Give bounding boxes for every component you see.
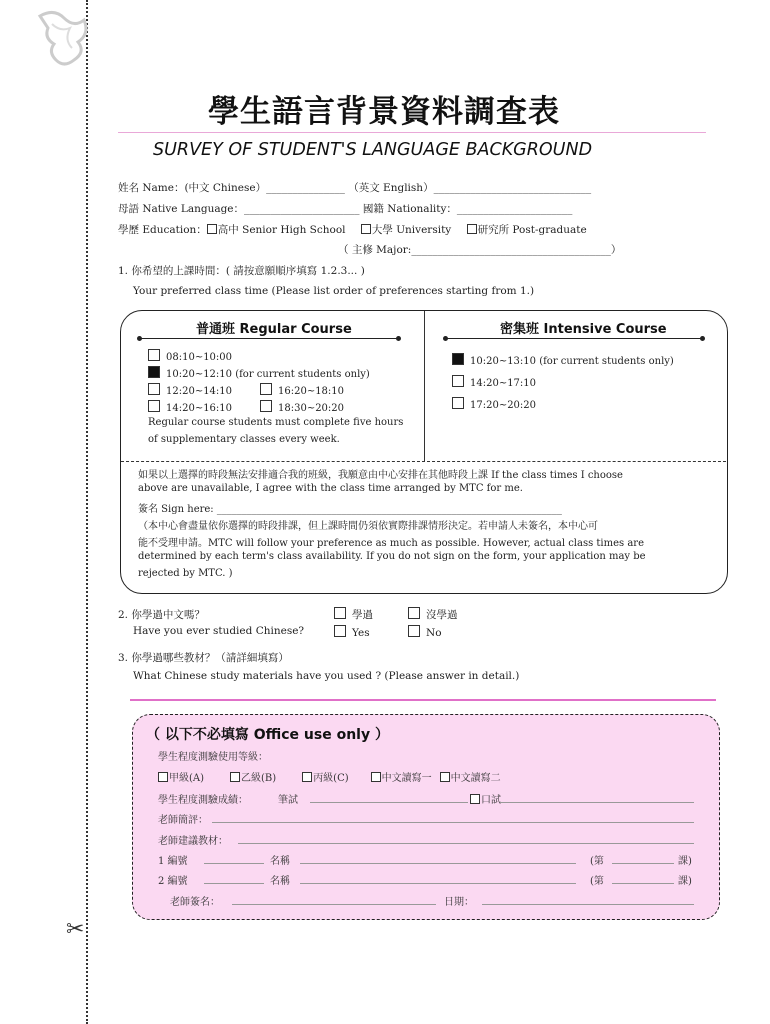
reading-writing-1-label: 中文讀寫一 — [381, 773, 432, 784]
intensive-slot-2[interactable]: 14:20~17:10 — [452, 375, 536, 389]
level-b-checkbox[interactable] — [230, 772, 240, 782]
office-teacher-sign-line[interactable] — [232, 904, 436, 905]
office-written-label: 筆試 — [278, 795, 298, 806]
edu-high-label: 高中 Senior High School — [217, 224, 346, 236]
regular-slot-1[interactable]: 08:10~10:00 — [148, 349, 232, 363]
office-row-2-number: 2 編號 — [158, 876, 188, 887]
office-material-line[interactable] — [238, 843, 694, 844]
agreement-line-1: 如果以上選擇的時段無法安排適合我的班級，我願意由中心安排在其他時段上課 If the class times I choose — [138, 470, 623, 481]
level-a-checkbox[interactable] — [158, 772, 168, 782]
q2-en: Have you ever studied Chinese? — [133, 625, 305, 637]
office-comment-line[interactable] — [212, 822, 694, 823]
intensive-slot-3[interactable]: 17:20~20:20 — [452, 397, 536, 411]
edu-university-checkbox[interactable] — [361, 224, 371, 234]
agreement-line-2: above are unavailable, I agree with the class time arranged by MTC for me. — [138, 483, 523, 494]
office-row-2-name: 名稱 — [270, 876, 290, 887]
q2-no-zh[interactable]: 沒學過 — [408, 607, 458, 622]
office-row-1-number: 1 編號 — [158, 856, 188, 867]
reading-writing-2-checkbox[interactable] — [440, 772, 450, 782]
name-field[interactable]: 姓名 Name：(中文 Chinese）_______________ （英文 English）______________________________ — [118, 182, 592, 194]
agreement-note-3: determined by each term's class availability. If you do not sign on the form, your application may be — [138, 551, 646, 562]
office-oral-line[interactable] — [500, 802, 694, 803]
education-row — [118, 222, 587, 237]
q2-no-en[interactable]: No — [408, 625, 442, 639]
level-c-label: 丙級(C) — [313, 773, 349, 784]
title-zh: 學生語言背景資料調查表 — [208, 94, 560, 130]
q1-en: Your preferred class time (Please list order of preferences starting from 1.) — [133, 285, 535, 297]
office-row-2-lesson-open: (第 — [590, 876, 604, 887]
office-row-2-number-line[interactable] — [204, 883, 264, 884]
sign-here-field[interactable]: 簽名 Sign here: _____________________________________________________________________ — [138, 504, 562, 515]
office-row-2-lesson-line[interactable] — [612, 883, 674, 884]
edu-postgrad-label: 研究所 Post-graduate — [477, 224, 587, 236]
office-written-line[interactable] — [310, 802, 468, 803]
office-oral: 口試 — [470, 791, 501, 806]
level-a-label: 甲級(A) — [169, 773, 205, 784]
title-rule — [118, 132, 706, 133]
scissors-icon: ✂ — [66, 917, 85, 942]
q3-answer-rule — [130, 699, 716, 701]
regular-slot-2[interactable]: 10:20~12:10 (for current students only) — [148, 366, 370, 380]
regular-slot-6[interactable]: 18:30~20:20 — [260, 400, 344, 414]
office-teacher-sign: 老師簽名： — [170, 897, 220, 908]
office-levels-row — [158, 769, 501, 784]
office-row-1-name: 名稱 — [270, 856, 290, 867]
regular-heading-rule — [140, 338, 398, 339]
office-use-box — [132, 714, 720, 920]
level-b-label: 乙級(B) — [241, 773, 277, 784]
regular-slot-5[interactable]: 14:20~16:10 — [148, 400, 232, 414]
reading-writing-1-checkbox[interactable] — [371, 772, 381, 782]
regular-note-2: of supplementary classes every week. — [148, 434, 340, 445]
left-dashed-margin — [86, 0, 88, 1024]
q2-yes-zh[interactable]: 學過 — [334, 607, 373, 622]
office-teacher-material: 老師建議教材： — [158, 836, 228, 847]
regular-note-1: Regular course students must complete five hours — [148, 417, 404, 428]
regular-slot-3[interactable]: 12:20~14:10 — [148, 383, 232, 397]
office-row-1-number-line[interactable] — [204, 863, 264, 864]
major-field[interactable]: （ 主修 Major:______________________________________） — [338, 244, 622, 256]
native-language-field[interactable]: 母語 Native Language：______________________ 國籍 Nationality：______________________ — [118, 203, 573, 215]
education-label: 學歷 Education： — [118, 224, 207, 236]
office-row-1-lesson-open: (第 — [590, 856, 604, 867]
office-date: 日期： — [444, 897, 474, 908]
edu-postgrad-checkbox[interactable] — [467, 224, 477, 234]
course-divider-vertical — [424, 311, 425, 462]
intensive-heading-rule — [446, 338, 702, 339]
q3-en: What Chinese study materials have you used ? (Please answer in detail.) — [133, 670, 520, 682]
office-teacher-comment: 老師簡評： — [158, 815, 208, 826]
agreement-note-2: 能不受理申請。MTC will follow your preference as much as possible. However, actual class times are — [138, 538, 644, 549]
intensive-heading: 密集班 Intensive Course — [500, 322, 667, 337]
intensive-slot-1[interactable]: 10:20~13:10 (for current students only) — [452, 353, 674, 367]
q2-yes-en[interactable]: Yes — [334, 625, 370, 639]
office-level-label: 學生程度測驗使用等級： — [158, 752, 268, 763]
office-heading: （ 以下不必填寫 Office use only ） — [146, 727, 389, 743]
q1-zh: 1. 你希望的上課時間：( 請按意願順序填寫 1.2.3... ) — [118, 265, 365, 277]
reading-writing-2-label: 中文讀寫二 — [450, 773, 501, 784]
course-divider-horizontal — [121, 461, 726, 462]
agreement-note-1: （本中心會盡量依你選擇的時段排課，但上課時間仍須依實際排課情形決定。若申請人未簽名，本中心可 — [138, 521, 598, 532]
level-c-checkbox[interactable] — [302, 772, 312, 782]
edu-university-label: 大學 University — [371, 224, 452, 236]
office-row-1-lesson-line[interactable] — [612, 863, 674, 864]
office-row-1-name-line[interactable] — [300, 863, 576, 864]
dragon-watermark-icon — [34, 6, 96, 76]
regular-slot-4[interactable]: 16:20~18:10 — [260, 383, 344, 397]
edu-high-checkbox[interactable] — [207, 224, 217, 234]
q2-zh: 2. 你學過中文嗎？ — [118, 609, 205, 621]
oral-checkbox[interactable] — [470, 794, 480, 804]
q3-zh: 3. 你學過哪些教材？（請詳細填寫） — [118, 652, 289, 664]
office-row-1-lesson-close: 課) — [678, 856, 692, 867]
agreement-note-4: rejected by MTC. ) — [138, 568, 233, 579]
office-date-line[interactable] — [482, 904, 694, 905]
title-en: SURVEY OF STUDENT'S LANGUAGE BACKGROUND — [153, 140, 593, 160]
office-row-2-lesson-close: 課) — [678, 876, 692, 887]
office-score-label: 學生程度測驗成績： — [158, 795, 248, 806]
regular-heading: 普通班 Regular Course — [196, 322, 352, 337]
office-row-2-name-line[interactable] — [300, 883, 576, 884]
